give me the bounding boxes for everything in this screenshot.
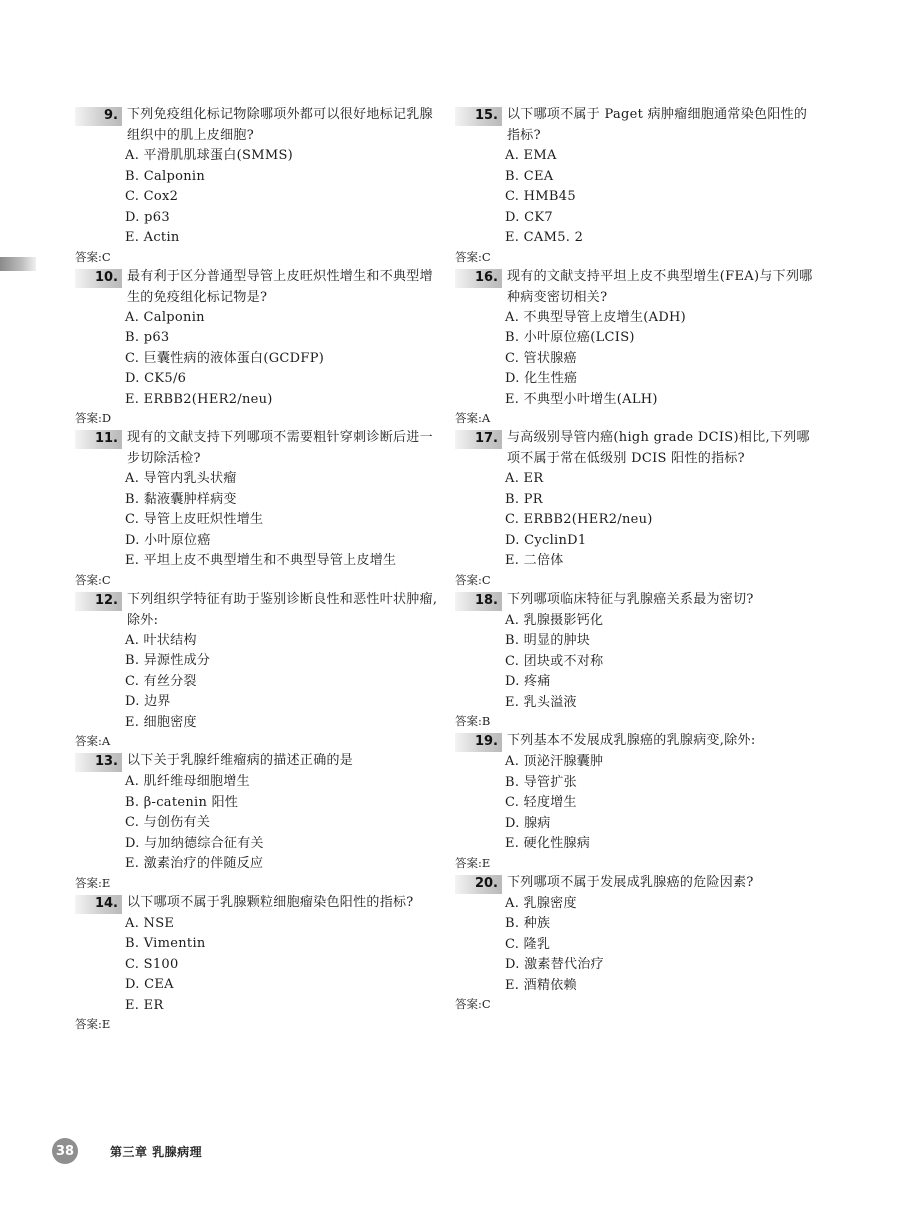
- option-b: B. PR: [505, 491, 543, 507]
- question-17: [455, 427, 820, 589]
- option-list: [455, 469, 820, 572]
- question-number-bar: [75, 592, 122, 611]
- question-text: 下列哪项临床特征与乳腺癌关系最为密切?: [507, 591, 754, 607]
- option-b: B. 种族: [505, 916, 551, 931]
- question-header: [75, 427, 440, 469]
- question-number-bar: [455, 269, 502, 288]
- option-c: C. 隆乳: [505, 936, 551, 952]
- option-e: E. 细胞密度: [125, 714, 197, 730]
- question-text: 下列免疫组化标记物除哪项外都可以很好地标记乳腺组织中的肌上皮细胞?: [127, 107, 433, 143]
- question-number: 12.: [94, 592, 118, 608]
- option-b: B. 明显的肿块: [505, 633, 591, 648]
- question-number: 18.: [474, 592, 498, 608]
- question-number: 9.: [104, 108, 118, 123]
- question-text: 现有的文献支持下列哪项不需要粗针穿刺诊断后进一步切除活检?: [127, 430, 433, 466]
- option-a: A. 顶泌汗腺囊肿: [505, 754, 604, 769]
- option-c: C. 与创伤有关: [125, 815, 211, 830]
- question-header: [75, 892, 440, 914]
- question-number-bar: [455, 875, 502, 894]
- option-e: E. 二倍体: [505, 553, 564, 568]
- question-text: 以下关于乳腺纤维瘤病的描述正确的是: [127, 753, 354, 768]
- option-c: C. S100: [125, 956, 179, 972]
- question-header: [75, 266, 440, 308]
- option-b: B. β-catenin 阳性: [125, 794, 239, 810]
- option-b: B. 导管扩张: [505, 774, 577, 790]
- option-e: E. 不典型小叶增生(ALH): [505, 391, 658, 407]
- option-list: [75, 631, 440, 734]
- option-b: B. 小叶原位癌(LCIS): [505, 330, 635, 345]
- option-b: B. Calponin: [125, 168, 206, 184]
- question-number: 20.: [474, 875, 498, 891]
- page-footer: [52, 1138, 202, 1164]
- question-text: 以下哪项不属于乳腺颗粒细胞瘤染色阳性的指标?: [127, 894, 414, 910]
- question-text: 现有的文献支持平坦上皮不典型增生(FEA)与下列哪种病变密切相关?: [507, 268, 813, 305]
- question-11: [75, 427, 440, 589]
- option-d: D. 腺病: [505, 815, 551, 831]
- option-list: [455, 752, 820, 855]
- question-number: 16.: [474, 269, 498, 285]
- option-d: D. CyclinD1: [505, 532, 587, 548]
- option-c: C. HMB45: [505, 189, 576, 204]
- option-d: D. 激素替代治疗: [505, 957, 604, 972]
- left-column: [75, 104, 440, 1033]
- option-d: D. 边界: [125, 694, 171, 709]
- question-text: 下列组织学特征有助于鉴别诊断良性和恶性叶状肿瘤,除外:: [127, 591, 438, 628]
- option-a: A. 乳腺密度: [505, 895, 577, 911]
- option-c: C. 有丝分裂: [125, 673, 197, 689]
- question-number-bar: [75, 753, 122, 772]
- question-13: [75, 750, 440, 892]
- question-header: [455, 589, 820, 611]
- question-number-bar: [455, 107, 502, 126]
- question-number: 13.: [94, 754, 118, 769]
- answer-line: 答案:E: [75, 875, 111, 890]
- side-tab-marker: [0, 257, 36, 271]
- question-header: [455, 104, 820, 146]
- option-e: E. 硬化性腺病: [505, 836, 591, 851]
- question-number-bar: [75, 269, 122, 288]
- option-a: A. 肌纤维母细胞增生: [125, 774, 250, 789]
- question-number: 14.: [94, 895, 118, 911]
- option-a: A. Calponin: [125, 309, 205, 325]
- question-text: 与高级别导管内癌(high grade DCIS)相比,下列哪项不属于常在低级别 DCIS 阳性的指标?: [507, 430, 810, 466]
- question-number-bar: [75, 430, 122, 449]
- question-16: [455, 266, 820, 428]
- option-a: A. 导管内乳头状瘤: [125, 471, 237, 486]
- question-20: [455, 872, 820, 1014]
- option-d: D. CEA: [125, 977, 174, 992]
- option-e: E. Actin: [125, 230, 180, 245]
- option-list: [75, 914, 440, 1017]
- option-list: [455, 308, 820, 411]
- option-b: B. 异源性成分: [125, 653, 211, 668]
- option-e: E. 激素治疗的伴随反应: [125, 856, 264, 871]
- chapter-title: 第三章 乳腺病理: [110, 1144, 203, 1159]
- question-header: [455, 266, 820, 308]
- question-header: [455, 427, 820, 469]
- question-header: [75, 104, 440, 146]
- answer-line: 答案:C: [455, 249, 491, 264]
- option-e: E. 乳头溢液: [505, 694, 577, 710]
- answer-line: 答案:D: [75, 411, 112, 425]
- option-d: D. p63: [125, 209, 170, 225]
- option-e: E. CAM5. 2: [505, 230, 584, 245]
- question-header: [75, 750, 440, 772]
- question-15: [455, 104, 820, 266]
- option-list: [75, 469, 440, 572]
- question-text: 以下哪项不属于 Paget 病肿瘤细胞通常染色阳性的指标?: [507, 107, 808, 143]
- option-a: A. NSE: [125, 915, 175, 931]
- answer-line: 答案:C: [75, 572, 111, 587]
- option-a: A. 不典型导管上皮增生(ADH): [505, 309, 687, 325]
- option-a: A. 叶状结构: [125, 632, 197, 648]
- option-c: C. 巨囊性病的液体蛋白(GCDFP): [125, 350, 325, 366]
- right-column: [455, 104, 820, 1013]
- option-list: [455, 611, 820, 714]
- question-number-bar: [75, 107, 122, 126]
- option-list: [75, 146, 440, 249]
- option-b: B. 黏液囊肿样病变: [125, 491, 237, 507]
- question-number-bar: [75, 895, 122, 914]
- question-12: [75, 589, 440, 751]
- question-header: [75, 589, 440, 631]
- option-a: A. ER: [505, 471, 544, 486]
- answer-line: 答案:B: [455, 714, 491, 728]
- option-b: B. Vimentin: [125, 936, 206, 951]
- answer-line: 答案:A: [75, 734, 111, 748]
- option-list: [75, 308, 440, 411]
- question-header: [455, 872, 820, 894]
- option-b: B. CEA: [505, 168, 554, 184]
- question-number: 15.: [474, 108, 498, 123]
- option-list: [455, 146, 820, 249]
- answer-line: 答案:A: [455, 411, 491, 425]
- option-c: C. 管状腺癌: [505, 350, 577, 366]
- page-number: 38: [52, 1138, 78, 1164]
- option-list: [455, 894, 820, 997]
- answer-line: 答案:C: [455, 572, 491, 587]
- option-c: C. ERBB2(HER2/neu): [505, 512, 653, 527]
- question-18: [455, 589, 820, 731]
- option-e: E. ERBB2(HER2/neu): [125, 391, 273, 407]
- question-text: 下列基本不发展成乳腺癌的乳腺病变,除外:: [507, 733, 756, 748]
- option-d: D. 化生性癌: [505, 371, 578, 386]
- question-number: 19.: [474, 734, 498, 749]
- question-19: [455, 730, 820, 872]
- question-number-bar: [455, 733, 502, 752]
- answer-line: 答案:C: [75, 249, 111, 264]
- question-number-bar: [455, 592, 502, 611]
- option-a: A. EMA: [505, 148, 557, 163]
- answer-line: 答案:E: [75, 1017, 111, 1031]
- option-a: A. 平滑肌肌球蛋白(SMMS): [125, 148, 294, 163]
- option-list: [75, 772, 440, 875]
- question-number: 11.: [94, 431, 118, 446]
- question-14: [75, 892, 440, 1034]
- option-d: D. CK5/6: [125, 371, 187, 386]
- option-d: D. 疼痛: [505, 674, 551, 689]
- question-number: 10.: [94, 269, 118, 285]
- option-c: C. 导管上皮旺炽性增生: [125, 512, 264, 527]
- option-b: B. p63: [125, 330, 170, 345]
- question-header: [455, 730, 820, 752]
- question-text: 最有利于区分普通型导管上皮旺炽性增生和不典型增生的免疫组化标记物是?: [127, 268, 433, 305]
- answer-line: 答案:E: [455, 855, 491, 870]
- option-d: D. 与加纳德综合征有关: [125, 835, 264, 851]
- option-a: A. 乳腺摄影钙化: [505, 612, 604, 628]
- option-c: C. 团块或不对称: [505, 653, 604, 669]
- option-c: C. Cox2: [125, 189, 179, 204]
- option-e: E. ER: [125, 997, 164, 1013]
- question-text: 下列哪项不属于发展成乳腺癌的危险因素?: [507, 874, 754, 890]
- question-number: 17.: [474, 431, 498, 446]
- question-10: [75, 266, 440, 428]
- option-e: E. 平坦上皮不典型增生和不典型导管上皮增生: [125, 553, 397, 568]
- option-c: C. 轻度增生: [505, 795, 577, 810]
- question-number-bar: [455, 430, 502, 449]
- option-d: D. CK7: [505, 209, 553, 225]
- answer-line: 答案:C: [455, 997, 491, 1011]
- question-9: [75, 104, 440, 266]
- option-d: D. 小叶原位癌: [125, 532, 211, 548]
- option-e: E. 酒精依赖: [505, 977, 577, 993]
